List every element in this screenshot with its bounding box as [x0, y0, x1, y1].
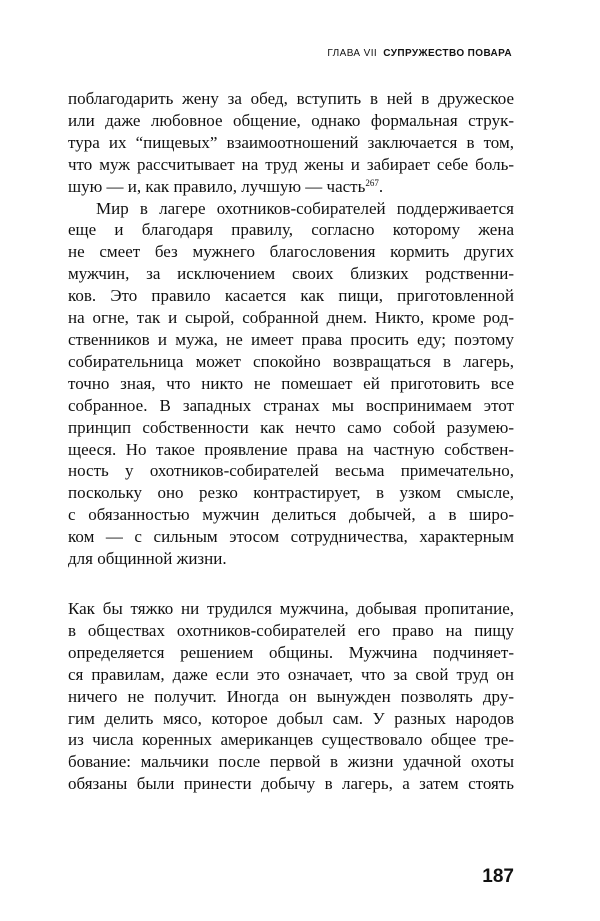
text-line: в обществах охотников-собирателей его право на пищу [68, 620, 514, 640]
text-line: еще и благодаря правилу, согласно которому жена [68, 220, 514, 240]
text-line: тура их “пищевых” взаимоотношений заключается в том, [68, 132, 514, 152]
text-line-first: Мир в лагере охотников-собирателей поддерживается [96, 198, 514, 218]
text-line: принцип собственности как нечто само собой разумею- [68, 417, 514, 437]
text-line: точно зная, что никто не помешает ей приготовить все [68, 373, 514, 393]
text-line: поскольку оно резко контрастирует, в узком смысле, [68, 483, 514, 503]
paragraph [68, 598, 514, 795]
text-line: или даже любовное общение, однако формальная струк- [68, 110, 514, 130]
text-line-first: Как бы тяжко ни трудился мужчина, добывая пропитание, [68, 599, 514, 618]
running-head [327, 48, 512, 59]
text-line: ственников и мужа, не имеет права просить еду; поэтому [68, 329, 514, 349]
text-block-top [68, 88, 514, 570]
text-line: ков. Это правило касается как пищи, приготовленной [68, 286, 514, 306]
text-line-fragment: шую — и, как правило, лучшую — часть [68, 176, 366, 196]
text-line: мужчин, за исключением своих близких родственни- [68, 264, 514, 284]
text-line: обязаны были принести добычу в лагерь, а затем стоять [68, 774, 514, 794]
chapter-title: СУПРУЖЕСТВО ПОВАРА [383, 48, 512, 59]
text-line-end: . [378, 176, 384, 196]
text-line-last [68, 176, 514, 198]
text-line: поблагодарить жену за обед, вступить в ней в дружеское [68, 89, 514, 108]
text-block-bottom [68, 598, 514, 795]
paragraph-continued [68, 88, 514, 198]
text-line: из числа коренных американцев существовало общее тре- [68, 730, 514, 750]
text-line: не смеет без мужнего благословения кормить других [68, 242, 514, 262]
text-line: ничего не получит. Иногда он вынужден позволять дру- [68, 686, 514, 706]
text-line: собирательница может спокойно возвращаться в лагерь, [68, 351, 514, 371]
paragraph [68, 198, 514, 570]
text-line: щееся. Но такое проявление права на частную собствен- [68, 439, 514, 459]
text-line: ся правилам, даже если это означает, что за свой труд он [68, 664, 514, 684]
text-line: гим делить мясо, которое добыл сам. У разных народов [68, 708, 514, 728]
page-number: 187 [482, 866, 514, 887]
text-line: ком — с сильным этосом сотрудничества, характерным [68, 527, 514, 547]
text-line: с обязанностью мужчин делиться добычей, а в широ- [68, 505, 514, 525]
text-line-last: для общинной жизни. [68, 549, 227, 569]
text-line: ность у охотников-собирателей весьма примечательно, [68, 461, 514, 481]
text-line: собранное. В западных странах мы воспринимаем этот [68, 395, 514, 415]
text-line: что муж рассчитывает на труд жены и забирает себе боль- [68, 154, 514, 174]
text-line: на огне, так и сырой, собранной днем. Никто, кроме род- [68, 308, 514, 328]
text-line: бование: мальчики после первой в жизни удачной охоты [68, 752, 514, 772]
text-line: определяется решением общины. Мужчина подчиняет- [68, 642, 514, 662]
chapter-number: ГЛАВА VII [327, 48, 378, 59]
footnote-reference: 267 [365, 177, 379, 188]
